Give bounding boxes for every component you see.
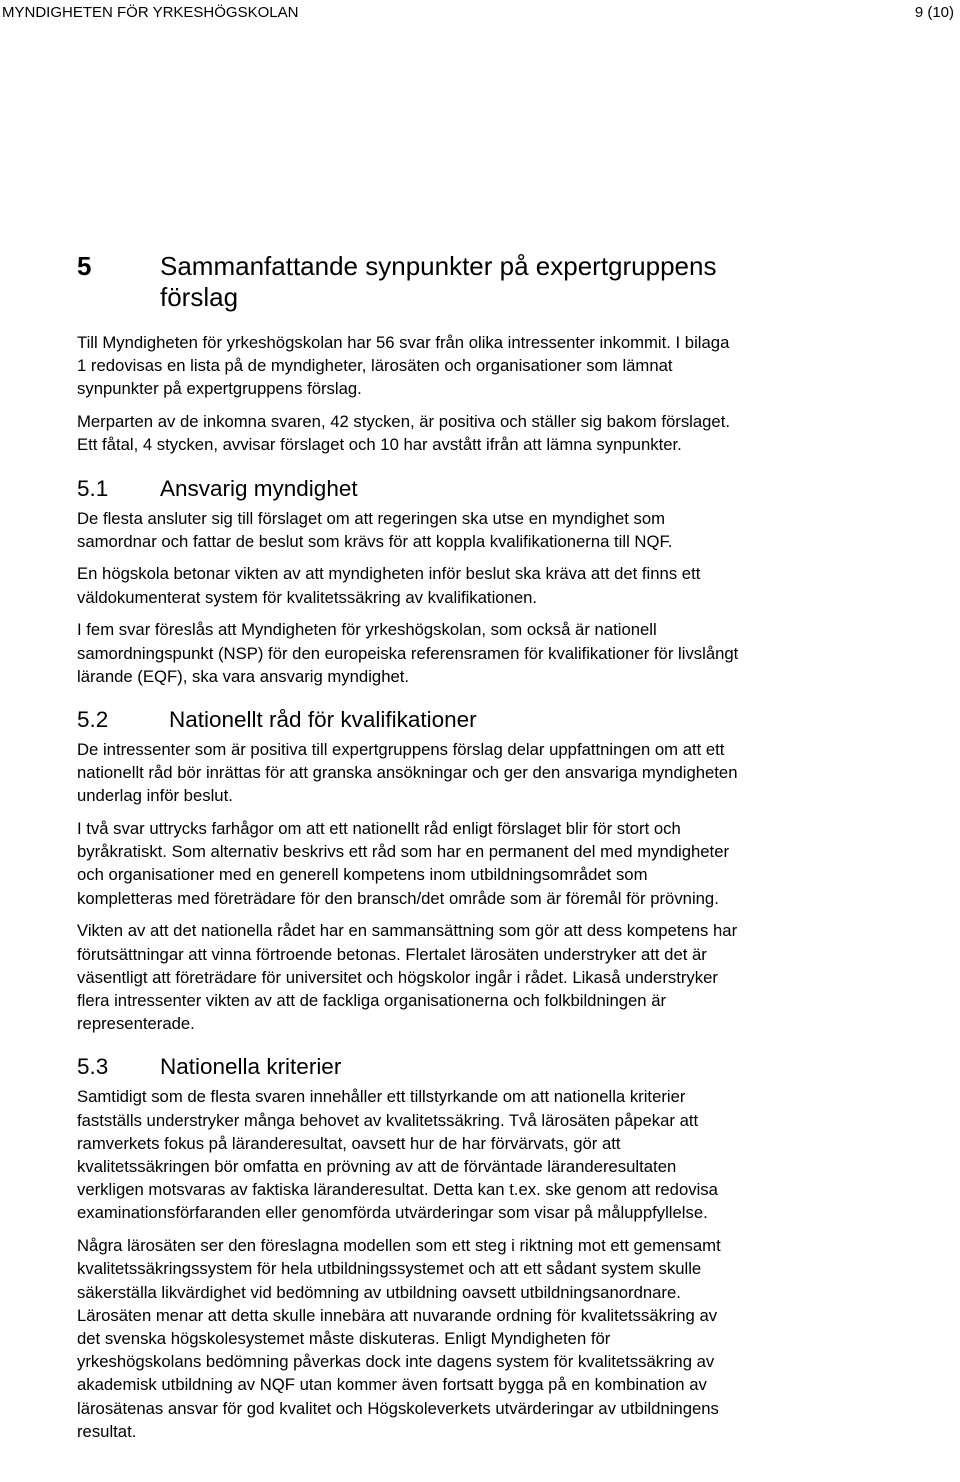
section-5-title: Sammanfattande synpunkter på expertgruppens förslag (160, 251, 717, 312)
section-5-2-paragraph-1: De intressenter som är positiva till expertgruppens förslag delar uppfattningen om att ett nationellt råd bör inrättas för att granska ansökningar och ger den ansvariga myndigheten underlag inför beslut. (77, 739, 738, 806)
section-5-heading (77, 251, 877, 313)
section-5-1-title: Ansvarig myndighet (160, 475, 358, 501)
section-5-3-number: 5.3 (77, 1054, 109, 1080)
document-body (77, 251, 877, 1452)
section-5-paragraph-2: Merparten av de inkomna svaren, 42 stycken, är positiva och ställer sig bakom förslaget. Ett fåtal, 4 stycken, avvisar förslaget och 10 har avstått ifrån att lämna synpunkter. (77, 412, 730, 455)
section-5-3-paragraph-1: Samtidigt som de flesta svaren innehåller ett tillstyrkande om att nationella kriterier fastställs understryker många behovet av kvalitetssäkring. Två lärosäten påpekar att ramverkets fokus på läranderesultat, oavsett hur de har förvärvats, gör att kvalitetssäkringen bör omfatta en prövning av att de förväntade läranderesultaten verkligen motsvaras av faktiska läranderesultat. Detta kan t.ex. ske genom att redovisa examinationsförfaranden eller genomförda utvärderingar som visar på måluppfyllelse. (77, 1087, 718, 1223)
section-5-3-title: Nationella kriterier (160, 1054, 342, 1080)
section-5-1-heading (77, 475, 877, 503)
section-5-1-paragraph-1: De flesta ansluter sig till förslaget om att regeringen ska utse en myndighet som samordnar och fattar de beslut som krävs för att koppla kvalifikationerna till NQF. (77, 508, 673, 551)
page-number: 9 (10) (914, 4, 954, 21)
section-5-paragraph-1: Till Myndigheten för yrkeshögskolan har 56 svar från olika intressenter inkommit. I bilaga 1 redovisas en lista på de myndigheter, lärosäten och organisationer som lämnat synpunkter på expertgruppens förslag. (77, 333, 730, 399)
section-5-2-number: 5.2 (77, 706, 109, 732)
section-5-3-heading (77, 1053, 877, 1081)
section-5-2-paragraph-3: Vikten av att det nationella rådet har en sammansättning som gör att dess kompetens har förutsättningar att vinna förtroende betonas. Flertalet lärosäten understryker att det är väsentligt att företrädare för universitet och högskolor ingår i rådet. Likaså understryker flera intressenter vikten av att de fackliga organisationerna och folkbildningen är representerade. (77, 921, 738, 1034)
section-5-2-heading (77, 706, 877, 734)
section-5-2-title: Nationellt råd för kvalifikationer (169, 706, 477, 732)
header-agency-name: MYNDIGHETEN FÖR YRKESHÖGSKOLAN (2, 4, 299, 21)
running-header (0, 4, 960, 26)
section-5-1-paragraph-2: En högskola betonar vikten av att myndigheten inför beslut ska kräva att det finns ett väldokumenterat system för kvalitetssäkring av kvalifikationen. (77, 564, 701, 607)
section-5-3-paragraph-2: Några lärosäten ser den föreslagna modellen som ett steg i riktning mot ett gemensamt kvalitetssäkringssystem för hela utbildningssystemet och att ett sådant system skulle säkerställa likvärdighet vid bedömning av utbildning oavsett utbildningsanordnare. Lärosäten menar att detta skulle innebära att nuvarande ordning för kvalitetssäkring av det svenska högskolesystemet måste diskuteras. Enligt Myndigheten för yrkeshögskolans bedömning påverkas dock inte dagens system för kvalitetssäkring av akademisk utbildning av NQF utan kommer även fortsatt bygga på en kombination av lärosätenas ansvar för god kvalitet och Högskoleverkets utvärderingar av utbildningens resultat. (77, 1236, 721, 1441)
section-5-1-number: 5.1 (77, 475, 109, 501)
section-5-number: 5 (77, 251, 92, 281)
section-5-1-paragraph-3: I fem svar föreslås att Myndigheten för yrkeshögskolan, som också är nationell samordningspunkt (NSP) för den europeiska referensramen för kvalifikationer för livslångt lärande (EQF), ska vara ansvarig myndighet. (77, 620, 739, 686)
section-5-2-paragraph-2: I två svar uttrycks farhågor om att ett nationellt råd enligt förslaget blir för stort och byråkratiskt. Som alternativ beskrivs ett råd som har en permanent del med myndigheter och organisationer med en generell kompetens inom utbildningsområdet som kompletteras med företrädare för den bransch/det område som är föremål för prövning. (77, 819, 730, 908)
